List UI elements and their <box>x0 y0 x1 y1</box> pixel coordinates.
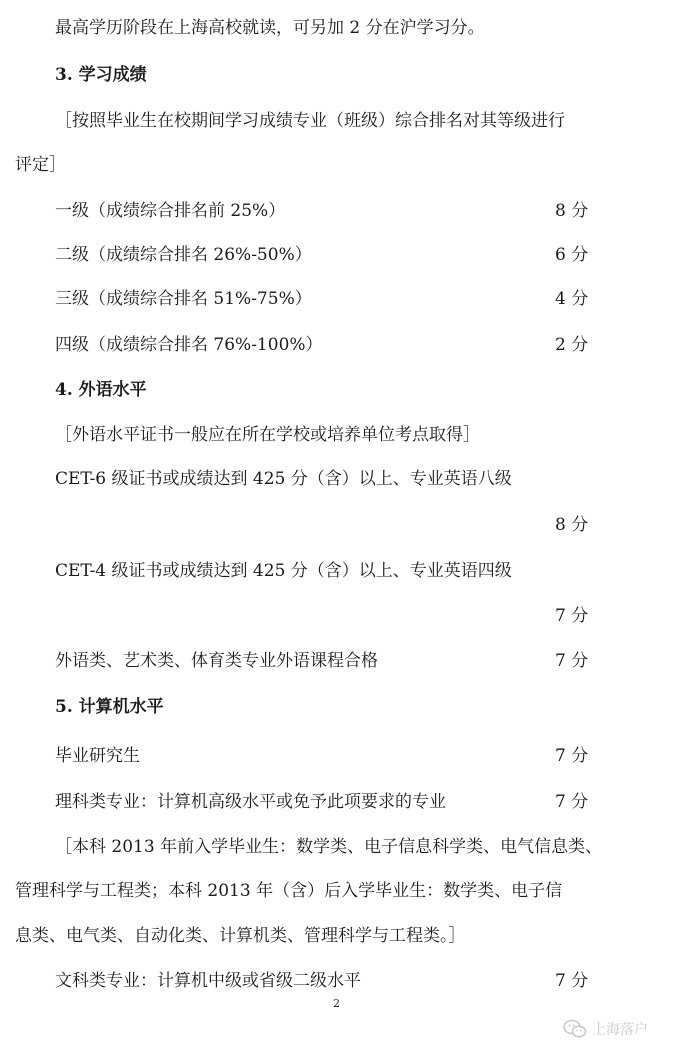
section5-item-score: 7 分 <box>555 792 589 812</box>
section5-note-line3: 息类、电气类、自动化类、计算机类、管理科学与工程类。］ <box>15 926 466 946</box>
section3-item-label: 四级（成绩综合排名 76%-100%） <box>55 335 323 355</box>
section4-item-score: 8 分 <box>555 515 589 535</box>
section3-item-score: 2 分 <box>555 335 589 355</box>
section4-heading: 4. 外语水平 <box>55 380 147 400</box>
page-number: 2 <box>333 997 340 1010</box>
section3-item-score: 4 分 <box>555 289 589 309</box>
watermark-text: 上海落户 <box>592 1022 648 1038</box>
section5-item-score: 7 分 <box>555 971 589 991</box>
section3-heading: 3. 学习成绩 <box>55 65 147 85</box>
section3-item-score: 8 分 <box>555 201 589 221</box>
section3-item-label: 二级（成绩综合排名 26%-50%） <box>55 245 312 265</box>
watermark <box>563 1019 648 1039</box>
section5-item-label: 理科类专业：计算机高级水平或免予此项要求的专业 <box>55 792 446 812</box>
section5-item-label: 文科类专业：计算机中级或省级二级水平 <box>55 971 361 991</box>
section3-item-label: 三级（成绩综合排名 51%-75%） <box>55 289 312 309</box>
section4-item-score: 7 分 <box>555 651 589 671</box>
section5-note-line2: 管理科学与工程类；本科 2013 年（含）后入学毕业生：数学类、电子信 <box>15 881 563 901</box>
section4-note: ［外语水平证书一般应在所在学校或培养单位考点取得］ <box>55 425 480 445</box>
section3-note-line1: ［按照毕业生在校期间学习成绩专业（班级）综合排名对其等级进行 <box>55 111 565 131</box>
section5-item-label: 毕业研究生 <box>55 746 140 766</box>
section3-note-line2: 评定］ <box>15 155 66 175</box>
section3-item-label: 一级（成绩综合排名前 25%） <box>55 201 286 221</box>
section4-item-label: CET-4 级证书或成绩达到 425 分（含）以上、专业英语四级 <box>55 561 512 581</box>
section5-item-score: 7 分 <box>555 746 589 766</box>
section5-note-line1: ［本科 2013 年前入学毕业生：数学类、电子信息科学类、电气信息类、 <box>55 837 603 857</box>
wechat-icon <box>563 1019 587 1039</box>
section4-item-label: 外语类、艺术类、体育类专业外语课程合格 <box>55 651 378 671</box>
intro-line: 最高学历阶段在上海高校就读，可另加 2 分在沪学习分。 <box>55 18 485 38</box>
section4-item-score: 7 分 <box>555 606 589 626</box>
section5-heading: 5. 计算机水平 <box>55 697 164 717</box>
section4-item-label: CET-6 级证书或成绩达到 425 分（含）以上、专业英语八级 <box>55 469 512 489</box>
section3-item-score: 6 分 <box>555 245 589 265</box>
